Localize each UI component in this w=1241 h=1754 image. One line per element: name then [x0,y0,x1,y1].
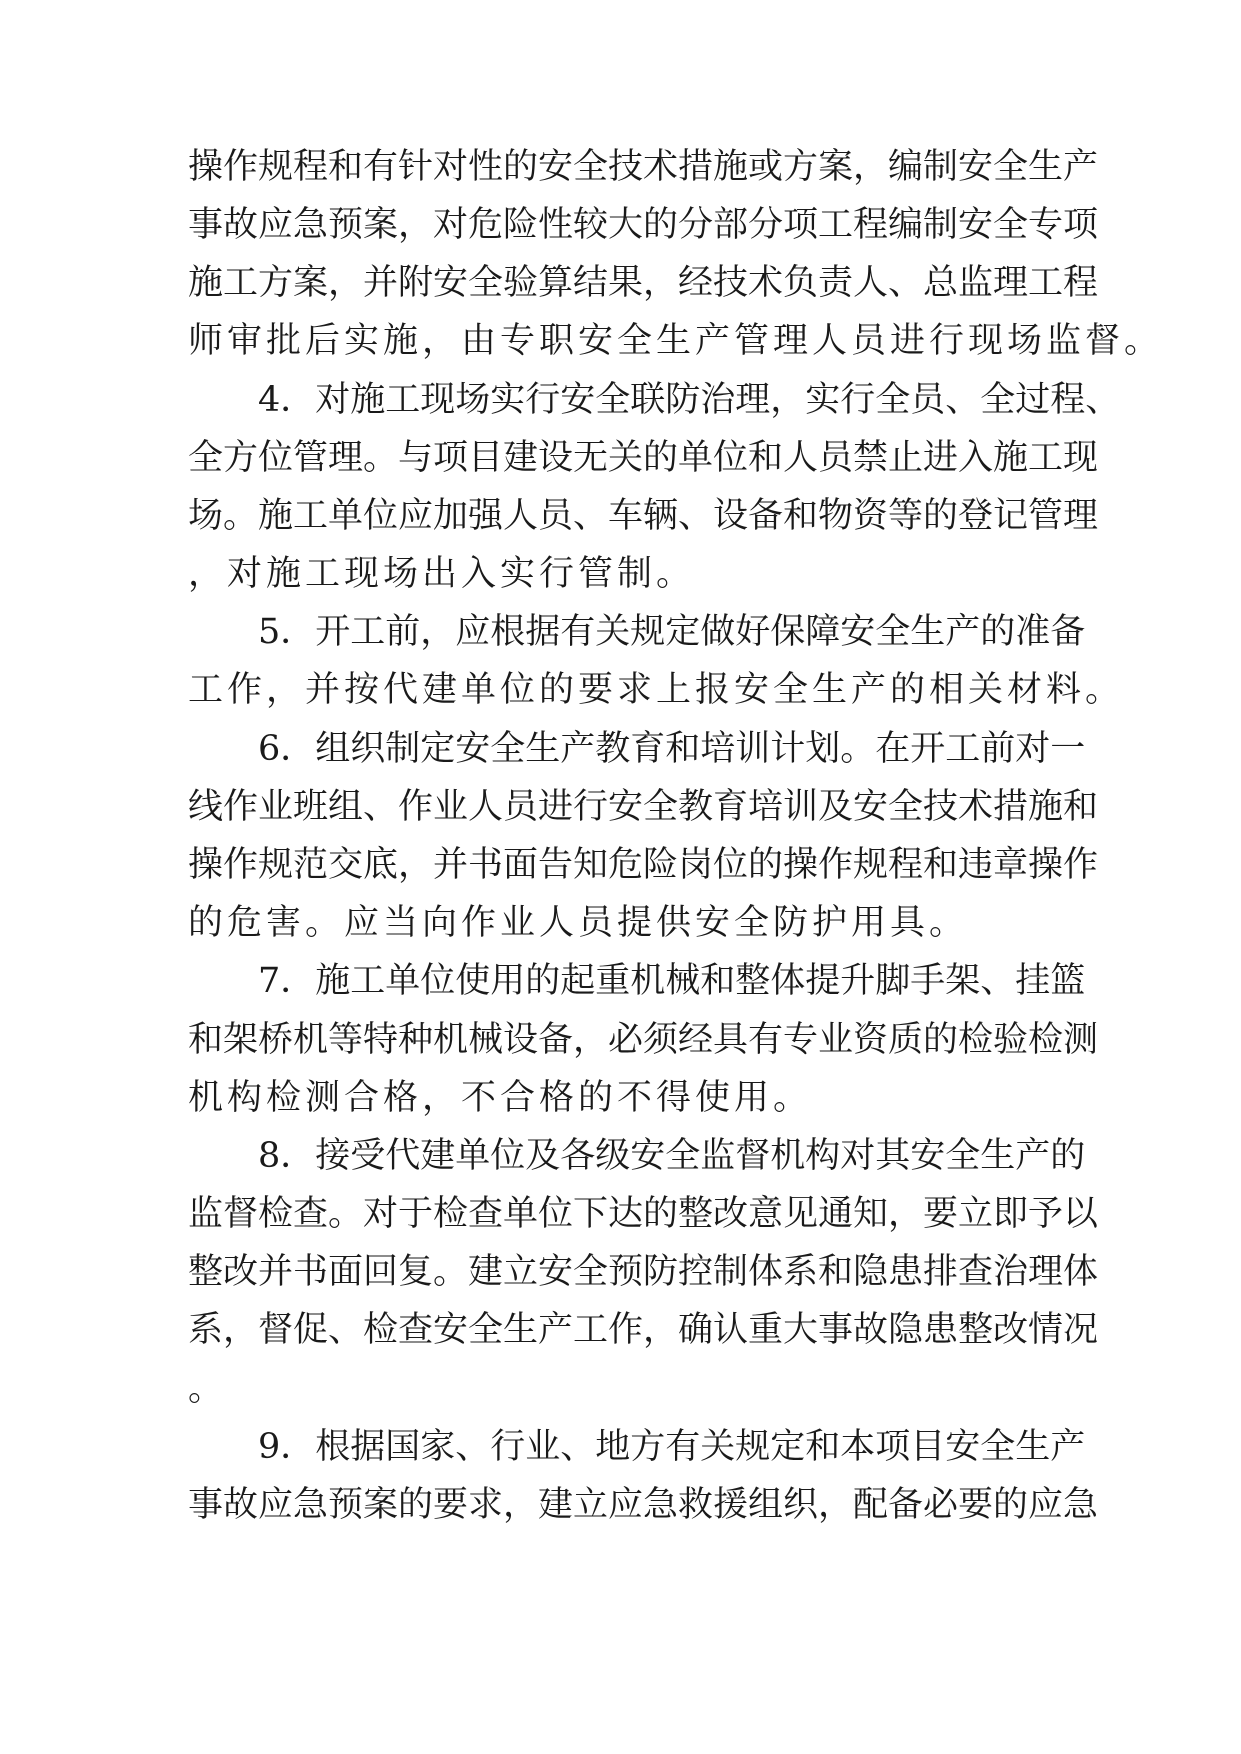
text-line: 系，督促、检查安全生产工作，确认重大事故隐患整改情况 [188,1310,1099,1350]
text-line: 事故应急预案，对危险性较大的分部分项工程编制安全专项 [188,205,1099,245]
paragraph-4-line: 4．对施工现场实行安全联防治理，实行全员、全过程、 [258,380,1121,420]
text-line: 。 [188,1369,228,1409]
text-line: 施工方案，并附安全验算结果，经技术负责人、总监理工程 [188,263,1099,303]
paragraph-9-line: 9．根据国家、行业、地方有关规定和本项目安全生产 [258,1427,1086,1467]
text-line: 工作，并按代建单位的要求上报安全生产的相关材料。 [188,670,1125,710]
text-line: ，对施工现场出入实行管制。 [188,554,696,594]
text-line: 和架桥机等特种机械设备，必须经具有专业资质的检验检测 [188,1020,1099,1060]
paragraph-5-line: 5．开工前，应根据有关规定做好保障安全生产的准备 [258,612,1086,652]
text-line: 机构检测合格，不合格的不得使用。 [188,1078,813,1118]
text-line: 操作规范交底，并书面告知危险岗位的操作规程和违章操作 [188,845,1099,885]
text-line: 全方位管理。与项目建设无关的单位和人员禁止进入施工现 [188,438,1099,478]
text-line: 的危害。应当向作业人员提供安全防护用具。 [188,903,969,943]
text-line: 操作规程和有针对性的安全技术措施或方案，编制安全生产 [188,147,1099,187]
text-line: 事故应急预案的要求，建立应急救援组织，配备必要的应急 [188,1485,1099,1525]
text-line: 师审批后实施，由专职安全生产管理人员进行现场监督。 [188,321,1164,361]
text-line: 场。施工单位应加强人员、车辆、设备和物资等的登记管理 [188,496,1099,536]
paragraph-6-line: 6．组织制定安全生产教育和培训计划。在开工前对一 [258,729,1086,769]
text-line: 整改并书面回复。建立安全预防控制体系和隐患排查治理体 [188,1252,1099,1292]
text-line: 线作业班组、作业人员进行安全教育培训及安全技术措施和 [188,787,1099,827]
paragraph-7-line: 7．施工单位使用的起重机械和整体提升脚手架、挂篮 [258,961,1086,1001]
text-line: 监督检查。对于检查单位下达的整改意见通知，要立即予以 [188,1194,1099,1234]
paragraph-8-line: 8．接受代建单位及各级安全监督机构对其安全生产的 [258,1136,1086,1176]
